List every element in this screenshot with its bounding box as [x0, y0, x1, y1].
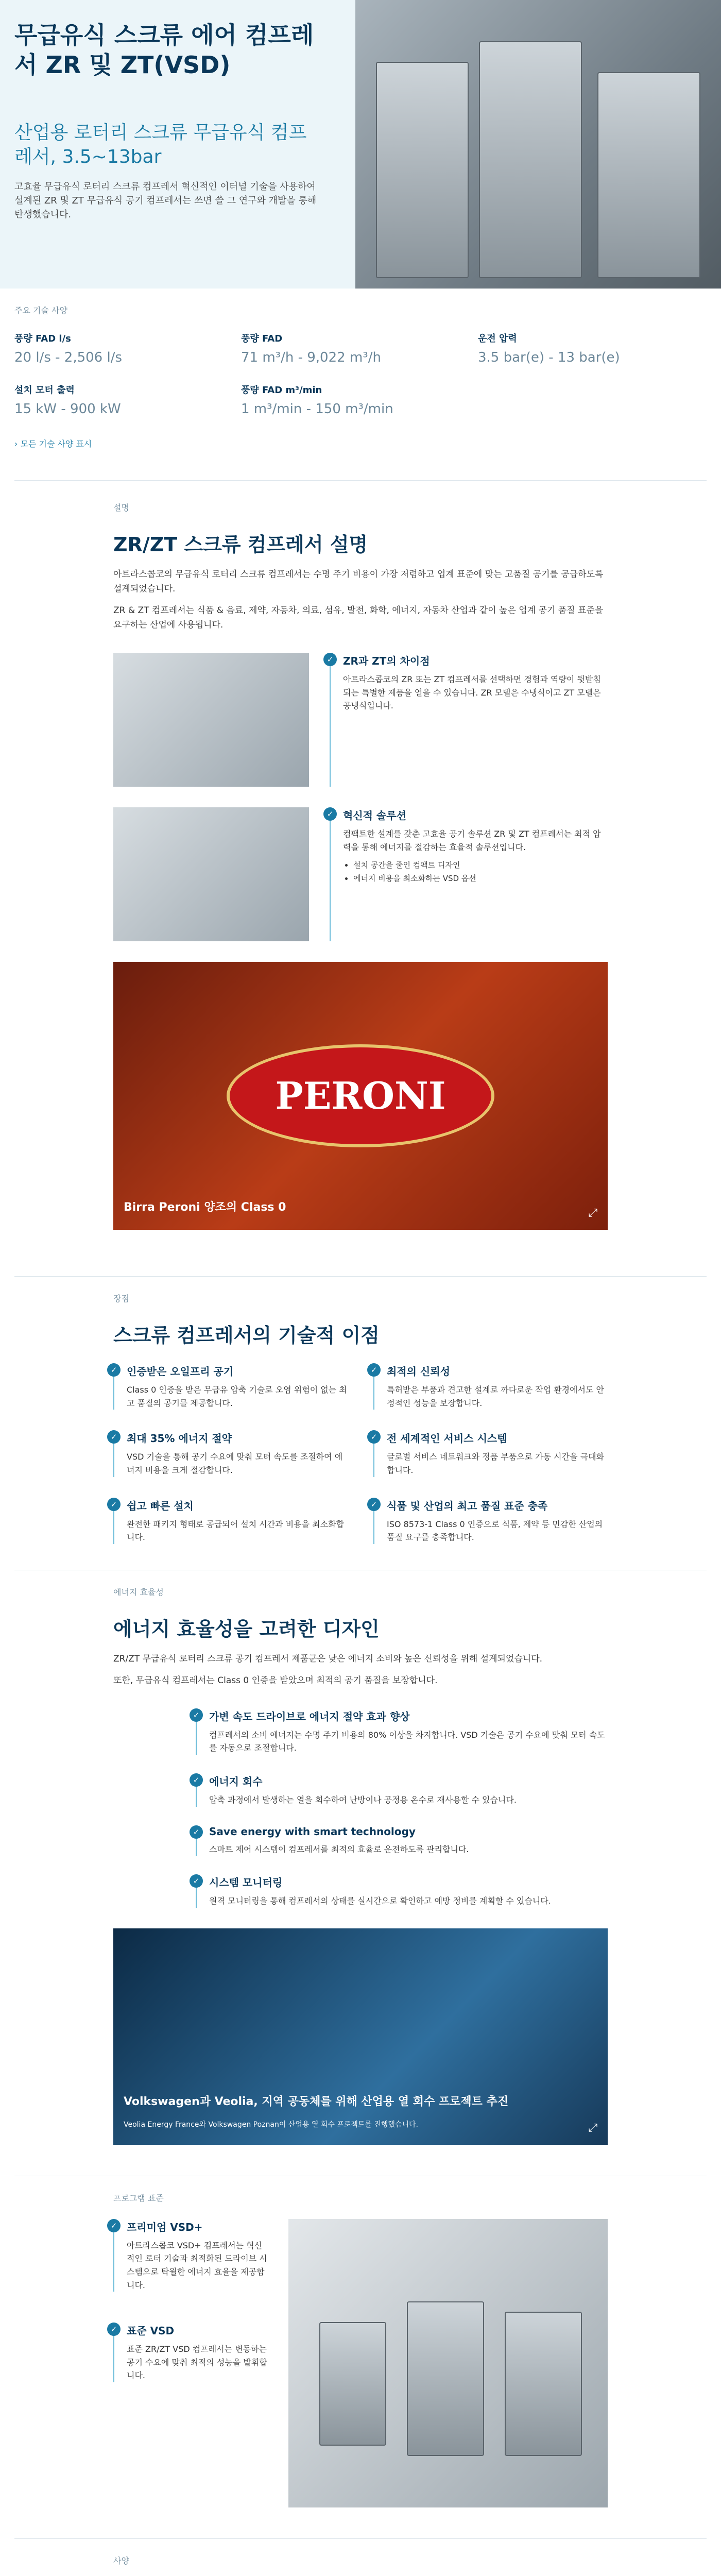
compressor-unit	[319, 2322, 386, 2446]
section-title: ZR/ZT 스크류 컴프레서 설명	[113, 533, 368, 556]
card-title: 표준 VSD	[127, 2325, 175, 2337]
advantage-card	[110, 1430, 348, 1477]
check-icon: ✓	[107, 2219, 121, 2232]
video-caption: Volkswagen과 Veolia, 지역 공동체를 위해 산업용 열 회수 프로젝트 추진	[124, 2095, 509, 2108]
product-image	[113, 807, 309, 941]
expand-icon[interactable]: ⤢	[588, 1207, 597, 1220]
paragraph: 아트라스콥코의 무급유식 로터리 스크류 컴프레서는 수명 주기 비용이 가장 저렴하고 업계 표준에 맞는 고품질 공기를 공급하도록 설계되었습니다.	[113, 569, 604, 595]
efficiency-card	[193, 1773, 608, 1807]
feature-card	[327, 807, 608, 941]
efficiency-card	[193, 1708, 608, 1755]
check-icon: ✓	[367, 1430, 381, 1444]
check-icon: ✓	[190, 1773, 203, 1787]
compressor-unit	[407, 2301, 484, 2456]
hero	[0, 0, 721, 289]
spec-key: 풍량 FAD l/s	[14, 333, 71, 344]
check-icon: ✓	[367, 1498, 381, 1511]
card-title: 시스템 모니터링	[209, 1876, 283, 1889]
spec-key: 풍량 FAD m³/min	[241, 385, 322, 396]
advantage-card	[370, 1498, 608, 1544]
page-subtitle: 산업용 로터리 스크류 무급유식 컴프레서, 3.5~13bar	[14, 122, 307, 167]
card-text: 컴팩트한 설계를 갖춘 고효율 공기 솔루션 ZR 및 ZT 컴프레서는 최적 압력을 통해 에너지를 절감하는 효율적 솔루션입니다.	[343, 829, 601, 852]
check-icon: ✓	[190, 1874, 203, 1888]
spec-value: 15 kW - 900 kW	[14, 401, 121, 417]
section-label: 프로그램 표준	[113, 2193, 164, 2203]
expand-icon[interactable]: ⤢	[588, 2121, 597, 2134]
list-item: • 설치 공간을 줄인 컴팩트 디자인	[353, 859, 608, 872]
card-title: 인증받은 오일프리 공기	[127, 1365, 234, 1378]
card-title: 에너지 회수	[209, 1775, 263, 1788]
list-item: • 에너지 비용을 최소화하는 VSD 옵션	[353, 872, 608, 886]
spec-value: 71 m³/h - 9,022 m³/h	[241, 350, 381, 365]
card-text: ISO 8573-1 Class 0 인증으로 식품, 제약 등 민감한 산업의 품질 요구를 충족합니다.	[387, 1519, 603, 1543]
compressor-unit	[597, 72, 700, 278]
video-peroni[interactable]	[113, 962, 608, 1230]
card-title: 최대 35% 에너지 절약	[127, 1432, 232, 1445]
card-text: 원격 모니터링을 통해 컴프레서의 상태를 실시간으로 확인하고 예방 정비를 계획할 수 있습니다.	[209, 1896, 551, 1906]
card-text: 아트라스콥코 VSD+ 컴프레서는 혁신적인 로터 기술과 최적화된 드라이브 시스템으로 탁월한 에너지 효율을 제공합니다.	[127, 2240, 267, 2290]
card-text: 완전한 패키지 형태로 공급되어 설치 시간과 비용을 최소화합니다.	[127, 1519, 345, 1543]
program-card	[110, 2323, 268, 2382]
spec-value: 1 m³/min - 150 m³/min	[241, 401, 393, 417]
spec-key: 운전 압력	[478, 333, 517, 344]
advantage-card	[370, 1430, 608, 1477]
check-icon: ✓	[190, 1708, 203, 1722]
check-icon: ✓	[107, 1430, 121, 1444]
efficiency-card	[193, 1874, 608, 1908]
section-title: 스크류 컴프레서의 기술적 이점	[113, 1324, 380, 1347]
card-text: 컴프레서의 소비 에너지는 수명 주기 비용의 80% 이상을 차지합니다. VSD 기술은 공기 수요에 맞춰 모터 속도를 자동으로 조절합니다.	[209, 1730, 605, 1753]
video-caption: Birra Peroni 양조의 Class 0	[124, 1201, 286, 1214]
card-text: Class 0 인증을 받은 무급유 압축 기술로 오염 위험이 없는 최고 품질의 공기를 제공합니다.	[127, 1385, 347, 1408]
card-text: 표준 ZR/ZT VSD 컴프레서는 변동하는 공기 수요에 맞춰 최적의 성능을 발휘합니다.	[127, 2344, 267, 2381]
card-title: Save energy with smart technology	[209, 1825, 416, 1838]
check-icon: ✓	[107, 2323, 121, 2336]
section-title	[113, 2571, 608, 2576]
compressor-unit	[505, 2312, 582, 2456]
card-title: 최적의 신뢰성	[387, 1365, 450, 1378]
video-text: Veolia Energy France와 Volkswagen Poznan이 산업용 열 회수 프로젝트를 진행했습니다.	[124, 2120, 418, 2129]
compressor-unit	[479, 41, 582, 278]
section-label: 설명	[113, 503, 129, 513]
section-title: 에너지 효율성을 고려한 디자인	[113, 1617, 380, 1640]
spec-key: 풍량 FAD	[241, 333, 283, 344]
check-icon: ✓	[323, 807, 337, 821]
card-title: 식품 및 산업의 최고 품질 표준 충족	[387, 1499, 548, 1512]
page-title: 무급유식 스크류 에어 컴프레서 ZR 및 ZT(VSD)	[14, 21, 314, 79]
program-image	[288, 2219, 608, 2507]
card-title: 프리미엄 VSD+	[127, 2221, 203, 2233]
card-title: ZR과 ZT의 차이점	[343, 655, 430, 668]
check-icon: ✓	[190, 1825, 203, 1839]
card-title: 전 세계적인 서비스 시스템	[387, 1432, 507, 1445]
paragraph: ZR/ZT 무급유식 로터리 스크류 공기 컴프레서 제품군은 낮은 에너지 소비와 높은 신뢰성을 위해 설계되었습니다.	[113, 1653, 543, 1664]
card-text: VSD 기술을 통해 공기 수요에 맞춰 모터 속도를 조절하여 에너지 비용을 크게 절감합니다.	[127, 1452, 343, 1475]
advantage-card	[110, 1498, 348, 1544]
card-title: 가변 속도 드라이브로 에너지 절약 효과 향상	[209, 1710, 410, 1723]
card-text: 특허받은 부품과 견고한 설계로 까다로운 작업 환경에서도 안정적인 성능을 보장합니다.	[387, 1385, 605, 1408]
program-card	[110, 2219, 268, 2292]
compressor-unit	[376, 62, 469, 278]
advantage-card	[110, 1363, 348, 1410]
check-icon: ✓	[107, 1498, 121, 1511]
check-icon: ✓	[323, 653, 337, 666]
advantage-card	[370, 1363, 608, 1410]
card-text: 글로벌 서비스 네트워크와 정품 부품으로 가동 시간을 극대화합니다.	[387, 1452, 605, 1475]
paragraph: 또한, 무급유식 컴프레서는 Class 0 인증을 받았으며 최적의 공기 품질을 보장합니다.	[113, 1675, 438, 1686]
card-text: 스마트 제어 시스템이 컴프레서를 최적의 효율로 운전하도록 관리합니다.	[209, 1844, 469, 1854]
hero-image	[355, 0, 721, 289]
feature-card	[327, 653, 608, 787]
paragraph: ZR & ZT 컴프레서는 식품 & 음료, 제약, 자동차, 의료, 섬유, 발전, 화학, 에너지, 자동차 산업과 같이 높은 업계 공기 품질 표준을 요구하는 산업에 사용됩니다.	[113, 605, 604, 631]
spec-value: 3.5 bar(e) - 13 bar(e)	[478, 350, 620, 365]
card-text: 압축 과정에서 발생하는 열을 회수하여 난방이나 공정용 온수로 재사용할 수 있습니다.	[209, 1795, 517, 1805]
key-specs	[0, 316, 721, 432]
specs-label: 주요 기술 사양	[14, 306, 67, 315]
section-label: 장점	[113, 1294, 129, 1304]
product-image	[113, 653, 309, 787]
spec-key: 설치 모터 출력	[14, 385, 75, 396]
card-title: 쉽고 빠른 설치	[127, 1499, 194, 1512]
peroni-logo: PERONI	[227, 1044, 494, 1147]
card-text: 아트라스콥코의 ZR 또는 ZT 컴프레서를 선택하면 경험과 역량이 뒷받침되는 특별한 제품을 얻을 수 있습니다. ZR 모델은 수냉식이고 ZT 모델은 공냉식입니다.	[343, 674, 601, 711]
check-icon: ✓	[367, 1363, 381, 1377]
check-icon: ✓	[107, 1363, 121, 1377]
show-all-specs-link[interactable]: › 모든 기술 사양 표시	[14, 439, 92, 449]
section-label: 사양	[113, 2555, 129, 2566]
video-volkswagen[interactable]	[113, 1928, 608, 2145]
spec-value: 20 l/s - 2,506 l/s	[14, 350, 123, 365]
section-label: 에너지 효율성	[113, 1587, 164, 1597]
card-title: 혁신적 솔루션	[343, 809, 406, 822]
page-description: 고효율 무급유식 로터리 스크류 컴프레서 혁신적인 이터널 기술을 사용하여 설계된 ZR 및 ZT 무급유식 공기 컴프레서는 쓰면 쓸 그 연구와 개발을 통해 탄생했습니다.	[14, 181, 317, 220]
efficiency-card	[193, 1825, 608, 1856]
